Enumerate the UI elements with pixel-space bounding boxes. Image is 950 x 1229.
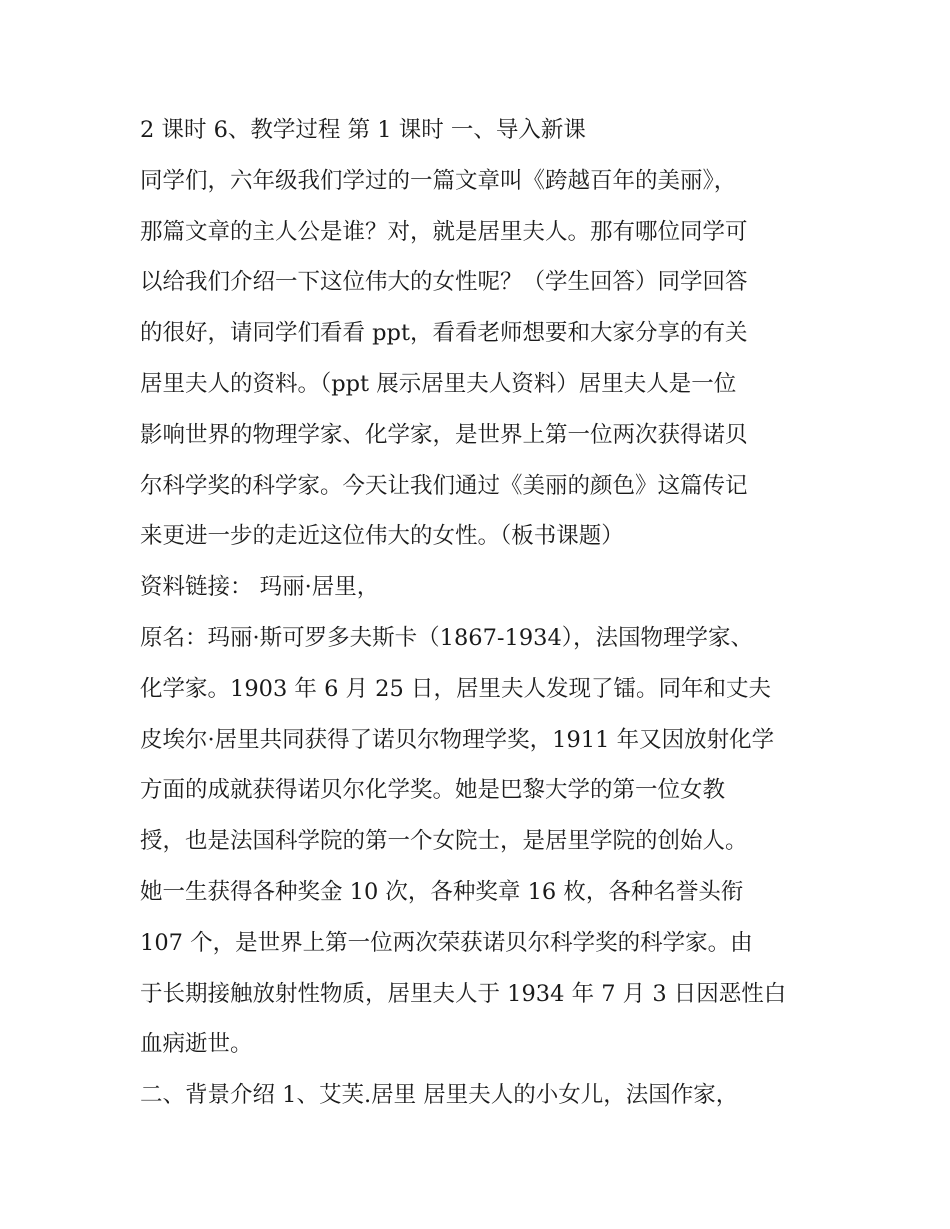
text-line: 二、背景介绍 1、艾芙.居里 居里夫人的小女儿，法国作家， <box>140 1082 739 1109</box>
text-line: 化学家。1903 年 6 月 25 日，居里夫人发现了镭。同年和丈夫 <box>140 675 771 702</box>
text-line: 的很好，请同学们看看 ppt，看看老师想要和大家分享的有关 <box>140 320 748 347</box>
text-line: 以给我们介绍一下这位伟大的女性呢？（学生回答）同学回答 <box>140 269 748 296</box>
document-body <box>140 113 820 1129</box>
text-line: 107 个，是世界上第一位两次荣获诺贝尔科学奖的科学家。由 <box>140 929 753 956</box>
text-line: 于长期接触放射性物质，居里夫人于 1934 年 7 月 3 日因恶性白 <box>140 980 787 1007</box>
text-line: 尔科学奖的科学家。今天让我们通过《美丽的颜色》这篇传记 <box>140 472 748 499</box>
text-line: 来更进一步的走近这位伟大的女性。（板书课题） <box>140 523 624 550</box>
text-line: 同学们，六年级我们学过的一篇文章叫《跨越百年的美丽》， <box>140 167 737 194</box>
text-line: 皮埃尔·居里共同获得了诺贝尔物理学奖，1911 年又因放射化学 <box>140 726 775 753</box>
text-line: 原名：玛丽·斯可罗多夫斯卡（1867-1934），法国物理学家、 <box>140 624 754 651</box>
text-line: 影响世界的物理学家、化学家，是世界上第一位两次获得诺贝 <box>140 421 748 448</box>
text-line: 血病逝世。 <box>140 1031 253 1058</box>
text-line: 居里夫人的资料。（ppt 展示居里夫人资料）居里夫人是一位 <box>140 370 737 397</box>
text-line: 授，也是法国科学院的第一个女院士，是居里学院的创始人。 <box>140 828 748 855</box>
text-line: 那篇文章的主人公是谁？对，就是居里夫人。那有哪位同学可 <box>140 218 748 245</box>
text-line: 2 课时 6、教学过程 第 1 课时 一、导入新课 <box>140 117 586 143</box>
text-line: 方面的成就获得诺贝尔化学奖。她是巴黎大学的第一位女教 <box>140 777 726 804</box>
text-line: 资料链接： 玛丽·居里， <box>140 574 380 601</box>
text-line: 她一生获得各种奖金 10 次，各种奖章 16 枚，各种名誉头衔 <box>140 878 744 905</box>
